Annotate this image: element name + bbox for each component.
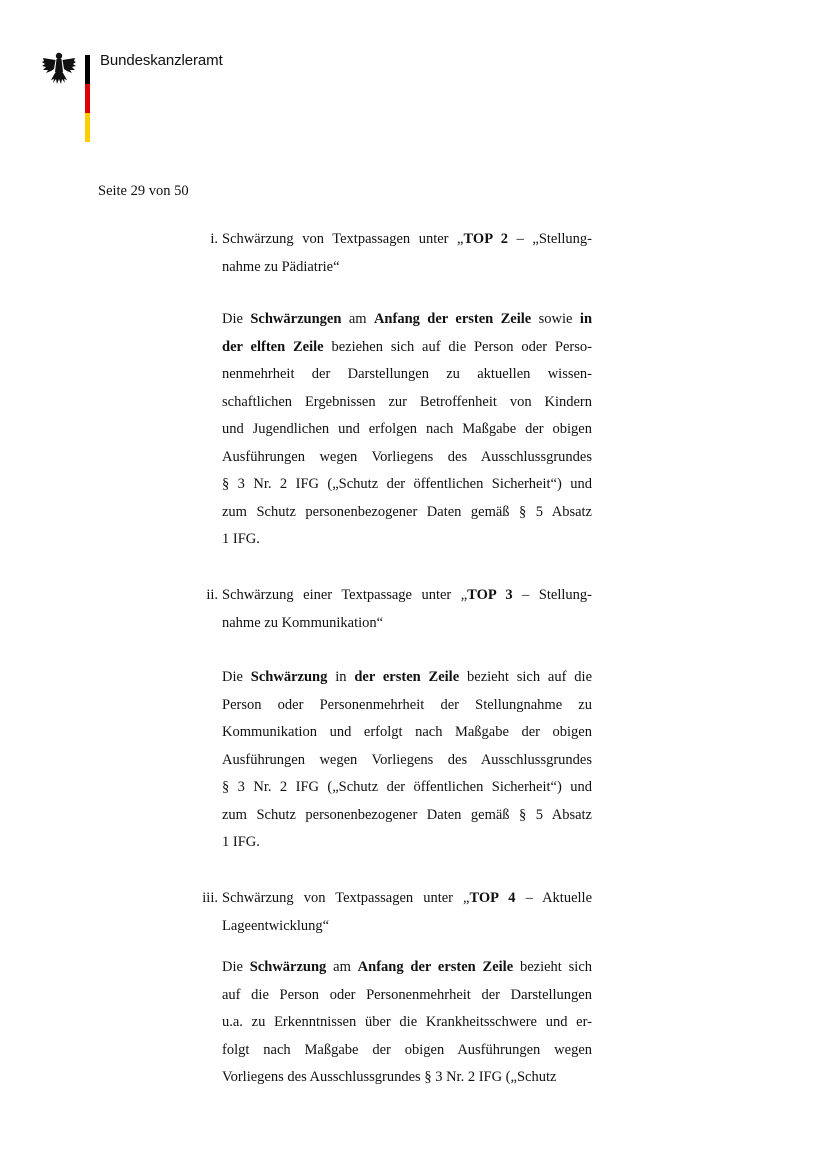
text-run: am	[326, 959, 358, 975]
heading-line	[222, 582, 592, 610]
text-run: – Aktuelle	[515, 890, 592, 906]
text-run: Schwärzung von Textpassagen unter „	[222, 231, 464, 247]
text-run: nahme zu Pädiatrie“	[222, 258, 340, 275]
body-line	[222, 1009, 592, 1037]
text-run: in	[327, 669, 355, 685]
text-run: nenmehrheit der Darstellungen zu aktuellen wissen-	[222, 366, 592, 382]
text-run: bezieht sich auf die	[459, 669, 593, 685]
body-line	[222, 664, 592, 692]
text-run: – „Stellung-	[508, 231, 592, 247]
text-run: Ausführungen wegen Vorliegens des Ausschlussgrundes	[222, 751, 592, 768]
list-item-number: iii.	[202, 890, 218, 906]
text-run: Die	[222, 669, 251, 685]
text-run: § 3 Nr. 2 IFG („Schutz der öffentlichen Sicherheit“) und	[222, 779, 592, 795]
text-run: bezieht sich	[513, 959, 593, 975]
body-line	[222, 1037, 592, 1065]
body-line	[222, 719, 592, 747]
body-line	[222, 982, 592, 1010]
text-run: Lageentwicklung“	[222, 917, 330, 934]
bold-text: TOP 2	[463, 231, 509, 247]
heading-line	[222, 913, 592, 941]
list-item-heading	[222, 226, 592, 281]
heading-line	[222, 254, 592, 282]
list-item-heading	[222, 582, 592, 637]
text-run: Vorliegens des Ausschlussgrundes § 3 Nr. 2 IFG („Schutz	[222, 1069, 557, 1085]
body-line	[222, 471, 592, 499]
body-line	[222, 306, 592, 334]
text-run: Schwärzung von Textpassagen unter „	[222, 890, 470, 906]
heading-line	[222, 610, 592, 638]
page-number: Seite 29 von 50	[98, 183, 189, 199]
body-line	[222, 1064, 592, 1092]
text-run: u.a. zu Erkenntnissen über die Krankheitsschwere und er-	[222, 1014, 592, 1030]
text-run: Schwärzung einer Textpassage unter „	[222, 587, 468, 603]
bold-text: Schwärzungen	[250, 311, 342, 327]
text-run: 1 IFG.	[222, 531, 260, 547]
list-item-number: ii.	[206, 587, 218, 603]
text-run: folgt nach Maßgabe der obigen Ausführungen wegen	[222, 1041, 592, 1058]
heading-line	[222, 226, 592, 254]
organization-name: Bundeskanzleramt	[100, 52, 223, 69]
body-line	[222, 416, 592, 444]
bold-text: Schwärzung	[250, 669, 328, 685]
text-run: auf die Person oder Personenmehrheit der Darstellungen	[222, 986, 592, 1003]
body-line	[222, 526, 592, 554]
text-run: sowie	[531, 311, 580, 327]
heading-line	[222, 885, 592, 913]
body-line	[222, 954, 592, 982]
list-item-body	[222, 954, 592, 1092]
body-line	[222, 692, 592, 720]
body-line	[222, 334, 592, 362]
list-item-body	[222, 306, 592, 554]
text-run: § 3 Nr. 2 IFG („Schutz der öffentlichen Sicherheit“) und	[222, 476, 592, 492]
text-run: Ausführungen wegen Vorliegens des Ausschlussgrundes	[222, 448, 592, 465]
bold-text: TOP 3	[467, 587, 513, 603]
text-run: zum Schutz personenbezogener Daten gemäß § 5 Absatz	[222, 503, 592, 520]
body-line	[222, 747, 592, 775]
text-run: zum Schutz personenbezogener Daten gemäß § 5 Absatz	[222, 806, 592, 823]
bold-text: der ersten Zeile	[354, 669, 460, 685]
body-line	[222, 361, 592, 389]
eagle-icon	[40, 50, 78, 88]
text-run: beziehen sich auf die Person oder Perso-	[323, 338, 592, 355]
bold-text: Anfang der ersten Zeile	[373, 311, 532, 327]
bold-text: Schwärzung	[249, 959, 327, 975]
bold-text: der elften Zeile	[222, 338, 324, 355]
body-line	[222, 774, 592, 802]
body-line	[222, 444, 592, 472]
text-run: – Stellung-	[512, 587, 592, 603]
bold-text: Anfang der ersten Zeile	[357, 959, 514, 975]
text-run: und Jugendlichen und erfolgen nach Maßgabe der obigen	[222, 421, 592, 437]
text-run: Die	[222, 311, 251, 327]
body-line	[222, 802, 592, 830]
list-item-number: i.	[210, 231, 218, 247]
body-line	[222, 829, 592, 857]
text-run: Die	[222, 959, 250, 975]
text-run: nahme zu Kommunikation“	[222, 614, 384, 631]
text-run: Person oder Personenmehrheit der Stellungnahme zu	[222, 696, 592, 713]
bold-text: TOP 4	[469, 890, 516, 906]
body-line	[222, 389, 592, 417]
body-line	[222, 499, 592, 527]
text-run: Kommunikation und erfolgt nach Maßgabe der obigen	[222, 724, 592, 740]
german-flag-bar	[85, 55, 90, 142]
federal-eagle-logo	[40, 50, 78, 93]
text-run: 1 IFG.	[222, 834, 260, 850]
list-item-heading	[222, 885, 592, 940]
text-run: am	[341, 311, 374, 327]
text-run: schaftlichen Ergebnissen zur Betroffenheit von Kindern	[222, 393, 592, 410]
bold-text: in	[579, 311, 593, 327]
list-item-body	[222, 664, 592, 857]
